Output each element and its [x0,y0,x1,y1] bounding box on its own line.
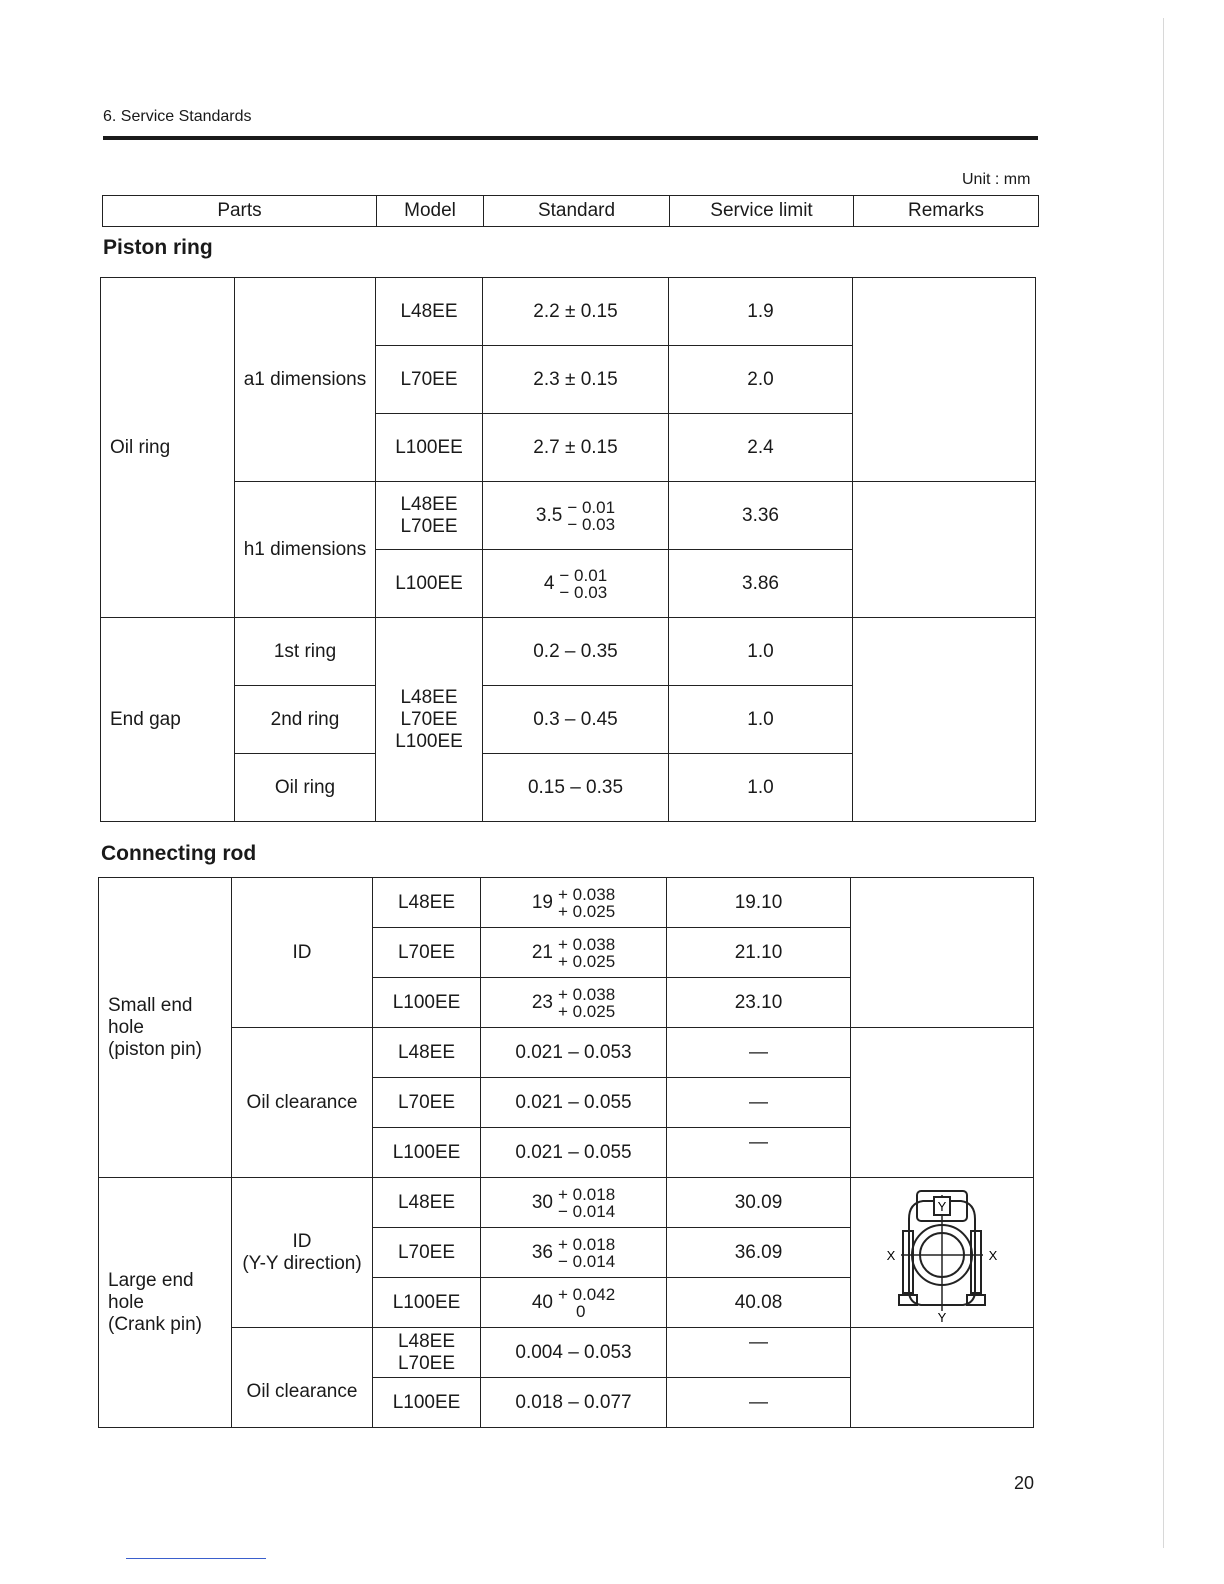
limit-cell: 1.0 [669,754,853,822]
figure-label-y-top: Y [937,1198,947,1214]
tolerance [536,499,615,533]
h1-dimensions-label: h1 dimensions [235,482,376,618]
label-line: (Y-Y direction) [242,1252,362,1274]
tolerance [532,936,615,970]
tolerance-base: 23 [531,991,553,1013]
tolerance-lower: + 0.025 [557,1001,616,1021]
model-cell: L48EE [373,1028,481,1078]
oil-clearance-label: Oil clearance [232,1328,373,1428]
model-cell: L100EE [373,1378,481,1428]
model-cell: L70EE [373,1228,481,1278]
model-line: L70EE [400,515,458,537]
piston-ring-title: Piston ring [103,236,213,259]
limit-cell: 40.08 [667,1278,851,1328]
label-line: Small end [108,994,193,1016]
standard-cell [481,928,667,978]
model-cell: L48EE [373,1178,481,1228]
model-cell: L70EE [373,928,481,978]
limit-cell: 1.0 [669,686,853,754]
standard-cell: 0.15 – 0.35 [483,754,669,822]
small-end-label [99,878,232,1178]
model-line: L100EE [395,730,463,752]
model-cell: L100EE [373,978,481,1028]
standard-cell [481,878,667,928]
standard-cell: 0.021 – 0.055 [481,1078,667,1128]
limit-cell: 1.0 [669,618,853,686]
figure-label-x-right: X [988,1247,998,1263]
col-parts: Parts [103,196,377,227]
model-cell: L100EE [376,550,483,618]
col-standard: Standard [484,196,670,227]
tolerance [532,986,615,1020]
tolerance [532,1236,615,1270]
figure-label-x-left: X [886,1247,896,1263]
limit-cell: — [667,1128,851,1178]
tolerance-base: 19 [531,891,553,913]
limit-cell: — [667,1078,851,1128]
end-gap-models [376,618,483,822]
limit-cell: 30.09 [667,1178,851,1228]
limit-cell: 19.10 [667,878,851,928]
model-cell: L100EE [373,1128,481,1178]
tolerance-lower: − 0.03 [567,514,616,534]
remarks-cell [853,482,1036,618]
remarks-cell [851,1328,1034,1428]
limit-cell: — [667,1378,851,1428]
limit-cell: 36.09 [667,1228,851,1278]
limit-cell: — [667,1328,851,1378]
figure-label-y-bottom: Y [937,1309,947,1323]
tolerance-upper: + 0.038 [557,934,616,954]
section-header: 6. Service Standards [103,108,252,125]
model-line: L70EE [400,708,458,730]
model-line: L48EE [400,686,458,708]
tolerance-lower: − 0.03 [559,582,608,602]
standard-cell: 0.004 – 0.053 [481,1328,667,1378]
limit-cell: 2.4 [669,414,853,482]
standard-cell [481,1278,667,1328]
ring-label: 1st ring [235,618,376,686]
col-service-limit: Service limit [670,196,854,227]
tolerance-lower: 0 [575,1301,586,1321]
a1-dimensions-label: a1 dimensions [235,278,376,482]
page-number: 20 [1014,1473,1035,1493]
model-cell: L100EE [373,1278,481,1328]
col-remarks: Remarks [854,196,1039,227]
label-line: Large end [108,1269,194,1291]
label-line: (Crank pin) [108,1313,202,1335]
ring-label: 2nd ring [235,686,376,754]
id-label: ID [232,878,373,1028]
standard-cell: 0.3 – 0.45 [483,686,669,754]
page-edge-rule [1163,18,1164,1548]
model-cell [376,482,483,550]
tolerance-base: 36 [531,1241,553,1263]
tolerance-upper: + 0.038 [557,984,616,1004]
tolerance-base: 21 [531,941,553,963]
large-end-label [99,1178,232,1428]
tolerance-upper: − 0.01 [567,497,616,517]
tolerance-upper: + 0.042 [557,1284,616,1304]
model-line: L70EE [397,1352,456,1374]
model-cell [373,1328,481,1378]
remarks-cell [853,618,1036,822]
standard-cell [483,482,669,550]
limit-cell: — [667,1028,851,1078]
model-cell: L48EE [376,278,483,346]
ring-label: Oil ring [235,754,376,822]
tolerance-upper: + 0.018 [557,1184,616,1204]
tolerance [544,567,607,601]
limit-cell: 23.10 [667,978,851,1028]
piston-ring-table [100,277,1036,822]
limit-cell: 1.9 [669,278,853,346]
model-cell: L70EE [376,346,483,414]
standard-cell: 2.7 ± 0.15 [483,414,669,482]
tolerance-base: 40 [531,1291,553,1313]
oil-clearance-label: Oil clearance [232,1028,373,1178]
tolerance-base: 4 [543,572,555,594]
standard-cell: 2.2 ± 0.15 [483,278,669,346]
header-rule [103,136,1038,140]
limit-cell: 3.86 [669,550,853,618]
remarks-cell [853,278,1036,482]
tolerance-upper: − 0.01 [559,565,608,585]
model-line: L48EE [400,493,458,515]
connecting-rod-title: Connecting rod [101,842,257,865]
tolerance [532,1286,615,1320]
standard-cell [481,1228,667,1278]
end-gap-label: End gap [101,618,235,822]
limit-cell: 21.10 [667,928,851,978]
remarks-cell [851,878,1034,1028]
connecting-rod-big-end-figure [883,1183,1001,1323]
model-cell: L48EE [373,878,481,928]
unit-label: Unit : mm [962,171,1031,188]
column-header-table [102,195,1039,227]
model-cell: L70EE [373,1078,481,1128]
standard-cell [483,550,669,618]
tolerance-base: 30 [531,1191,553,1213]
standard-cell: 2.3 ± 0.15 [483,346,669,414]
standard-cell: 0.021 – 0.055 [481,1128,667,1178]
remarks-cell [851,1028,1034,1178]
label-line: ID [292,1230,312,1252]
tolerance-lower: − 0.014 [557,1201,616,1221]
label-line: hole [108,1291,144,1313]
bottom-link-line [126,1558,266,1559]
label-line: (piston pin) [108,1038,202,1060]
tolerance-lower: + 0.025 [557,901,616,921]
model-cell: L100EE [376,414,483,482]
model-line: L48EE [397,1330,456,1352]
connecting-rod-table [98,877,1034,1428]
tolerance [532,886,615,920]
limit-cell: 2.0 [669,346,853,414]
col-model: Model [377,196,484,227]
tolerance [532,1186,615,1220]
tolerance-lower: − 0.014 [557,1251,616,1271]
remarks-figure-cell [851,1178,1034,1328]
standard-cell: 0.021 – 0.053 [481,1028,667,1078]
tolerance-lower: + 0.025 [557,951,616,971]
id-y-label [232,1178,373,1328]
limit-cell: 3.36 [669,482,853,550]
oil-ring-label: Oil ring [101,278,235,618]
label-line: hole [108,1016,144,1038]
tolerance-upper: + 0.018 [557,1234,616,1254]
standard-cell [481,978,667,1028]
standard-cell: 0.018 – 0.077 [481,1378,667,1428]
tolerance-upper: + 0.038 [557,884,616,904]
standard-cell: 0.2 – 0.35 [483,618,669,686]
tolerance-base: 3.5 [535,504,563,526]
standard-cell [481,1178,667,1228]
